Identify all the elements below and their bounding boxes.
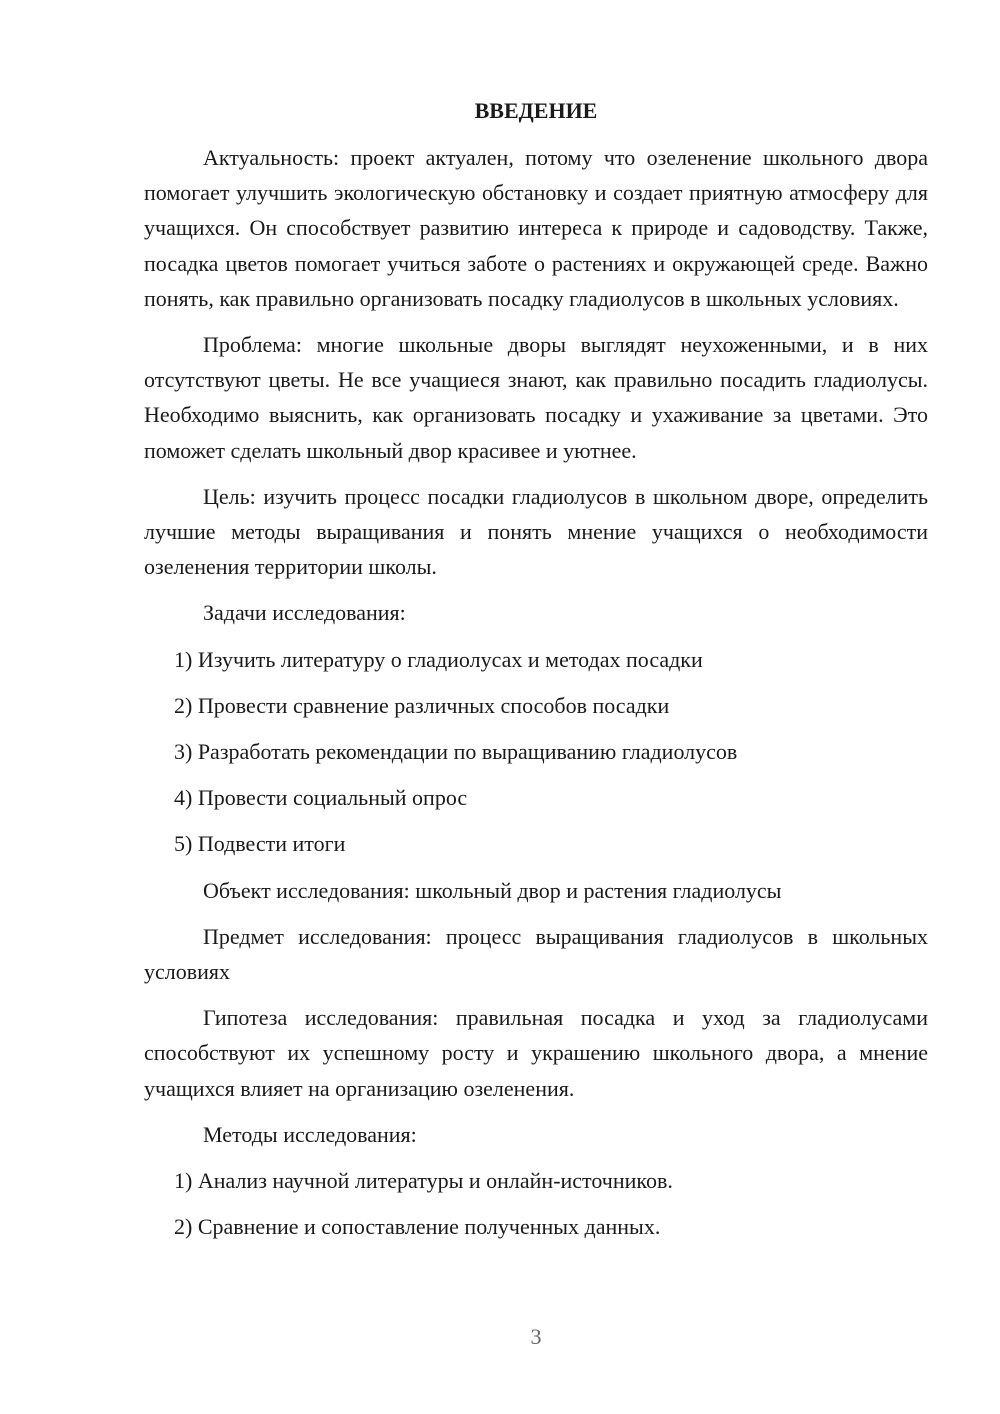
goal-paragraph: Цель: изучить процесс посадки гладиолусов в школьном дворе, определить лучшие методы выращивания и понять мнение учащихся о необходимости озеленения территории школы.	[144, 483, 928, 580]
subject-paragraph: Предмет исследования: процесс выращивания гладиолусов в школьных условиях	[144, 923, 928, 985]
tasks-heading: Задачи исследования:	[203, 600, 406, 626]
problem-paragraph: Проблема: многие школьные дворы выглядят неухоженными, и в них отсутствуют цветы. Не все учащиеся знают, как правильно посадить гладиолусы. Необходимо выяснить, как организовать посадку и ухаживание за цветами. Это поможет сделать школьный двор красивее и уютнее.	[144, 332, 928, 463]
section-title: ВВЕДЕНИЕ	[474, 98, 598, 123]
object-line: Объект исследования: школьный двор и растения гладиолусы	[203, 877, 782, 903]
task-item-4: 4) Провести социальный опрос	[174, 785, 468, 811]
methods-heading: Методы исследования:	[203, 1121, 417, 1147]
method-item-1: 1) Анализ научной литературы и онлайн-источников.	[174, 1168, 673, 1194]
task-item-5: 5) Подвести итоги	[174, 831, 346, 857]
hypothesis-paragraph: Гипотеза исследования: правильная посадка и уход за гладиолусами способствуют их успешному росту и украшению школьного двора, а мнение учащихся влияет на организацию озеленения.	[144, 1005, 928, 1101]
task-item-1: 1) Изучить литературу о гладиолусах и методах посадки	[174, 646, 703, 672]
method-item-2: 2) Сравнение и сопоставление полученных данных.	[174, 1214, 661, 1240]
task-item-2: 2) Провести сравнение различных способов посадки	[174, 692, 670, 718]
page-number: 3	[530, 1324, 542, 1349]
relevance-paragraph: Актуальность: проект актуален, потому что озеленение школьного двора помогает улучшить экологическую обстановку и создает приятную атмосферу для учащихся. Он способствует развитию интереса к природе и садоводству. Также, посадка цветов помогает учиться заботе о растениях и окружающей среде. Важно понять, как правильно организовать посадку гладиолусов в школьных условиях.	[144, 145, 928, 311]
page-content	[144, 96, 928, 1255]
task-item-3: 3) Разработать рекомендации по выращиванию гладиолусов	[174, 739, 738, 765]
